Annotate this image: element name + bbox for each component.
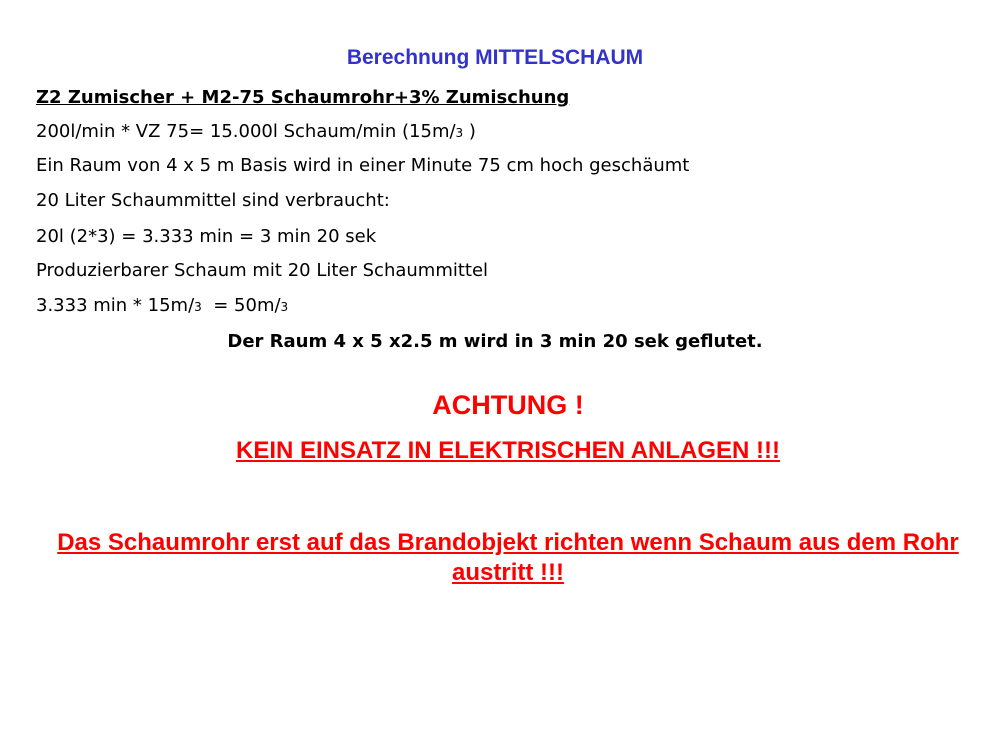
calc-line-6-unit-1: 3 bbox=[194, 300, 202, 314]
warning-title: ACHTUNG ! bbox=[432, 390, 584, 420]
calc-line-4: 20l (2*3) = 3.333 min = 3 min 20 sek bbox=[36, 226, 377, 247]
calc-line-1-end: ) bbox=[463, 121, 476, 142]
calc-line-1-text: 200l/min * VZ 75= 15.000l Schaum/min (15m/ bbox=[36, 121, 456, 142]
calc-line-6-result: = 50m/ bbox=[201, 295, 281, 316]
warning-electrical: KEIN EINSATZ IN ELEKTRISCHEN ANLAGEN !!! bbox=[236, 437, 780, 464]
calc-line-2: Ein Raum von 4 x 5 m Basis wird in einer Minute 75 cm hoch geschäumt bbox=[36, 155, 690, 176]
calc-line-1-unit: 3 bbox=[455, 126, 464, 140]
calc-line-5: Produzierbarer Schaum mit 20 Liter Schaummittel bbox=[36, 260, 489, 281]
calc-line-1 bbox=[36, 121, 476, 142]
calc-line-6-text: 3.333 min * 15m/ bbox=[36, 295, 195, 316]
warning-foam-nozzle: Das Schaumrohr erst auf das Brandobjekt richten wenn Schaum aus dem Rohr austritt !!! bbox=[57, 529, 959, 586]
calc-line-6-unit-2: 3 bbox=[280, 300, 289, 314]
slide-subtitle: Z2 Zumischer + M2-75 Schaumrohr+3% Zumischung bbox=[36, 87, 570, 108]
result-statement: Der Raum 4 x 5 x2.5 m wird in 3 min 20 sek geflutet. bbox=[227, 331, 763, 352]
calc-line-3: 20 Liter Schaummittel sind verbraucht: bbox=[36, 190, 390, 211]
slide-title: Berechnung MITTELSCHAUM bbox=[346, 46, 644, 69]
calc-line-6 bbox=[36, 295, 288, 316]
